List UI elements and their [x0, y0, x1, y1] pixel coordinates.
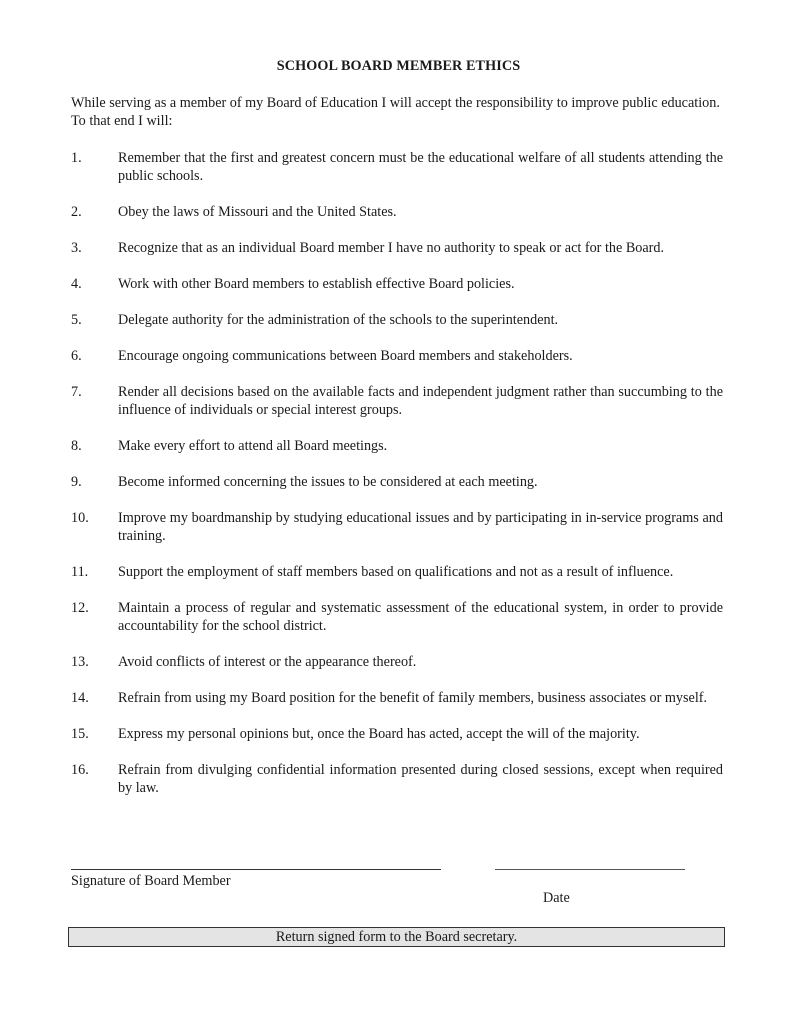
item-text: Delegate authority for the administration of the schools to the superintendent. [118, 312, 559, 328]
item-number: 11. [71, 564, 89, 580]
list-item [71, 239, 723, 257]
item-number: 6. [71, 348, 82, 364]
list-item [71, 149, 723, 185]
item-text: Encourage ongoing communications between Board members and stakeholders. [118, 348, 573, 364]
date-line[interactable] [495, 869, 685, 870]
signature-label: Signature of Board Member [71, 873, 231, 889]
item-number: 13. [71, 654, 89, 670]
list-item [71, 311, 723, 329]
list-item [71, 203, 723, 221]
item-text: Avoid conflicts of interest or the appearance thereof. [118, 654, 417, 670]
item-number: 3. [71, 240, 82, 256]
item-number: 12. [71, 600, 89, 616]
list-item [71, 347, 723, 365]
ethics-list [71, 149, 723, 815]
item-number: 1. [71, 150, 82, 166]
item-text: Refrain from divulging confidential information presented during closed sessions, except when required by law. [118, 762, 723, 796]
signature-line[interactable] [71, 869, 441, 870]
list-item [71, 383, 723, 419]
item-number: 10. [71, 510, 89, 526]
list-item [71, 599, 723, 635]
item-text: Improve my boardmanship by studying educational issues and by participating in in-service programs and training. [118, 510, 723, 544]
intro-paragraph: While serving as a member of my Board of Education I will accept the responsibility to improve public education. To that end I will: [71, 95, 720, 129]
list-item [71, 653, 723, 671]
item-number: 4. [71, 276, 82, 292]
list-item [71, 689, 723, 707]
item-text: Remember that the first and greatest concern must be the educational welfare of all students attending the public schools. [118, 150, 723, 184]
item-text: Become informed concerning the issues to be considered at each meeting. [118, 474, 538, 490]
list-item [71, 509, 723, 545]
list-item [71, 725, 723, 743]
return-note-box: Return signed form to the Board secretary. [68, 927, 725, 947]
document-title: SCHOOL BOARD MEMBER ETHICS [276, 58, 521, 74]
item-text: Support the employment of staff members based on qualifications and not as a result of influence. [118, 564, 674, 580]
item-number: 16. [71, 762, 89, 778]
item-number: 15. [71, 726, 89, 742]
item-number: 9. [71, 474, 82, 490]
list-item [71, 761, 723, 797]
item-text: Work with other Board members to establish effective Board policies. [118, 276, 515, 292]
item-number: 2. [71, 204, 82, 220]
list-item [71, 275, 723, 293]
item-number: 14. [71, 690, 89, 706]
list-item [71, 473, 723, 491]
date-label: Date [543, 890, 570, 906]
item-text: Refrain from using my Board position for the benefit of family members, business associates or myself. [118, 690, 708, 706]
item-number: 7. [71, 384, 82, 400]
item-text: Express my personal opinions but, once the Board has acted, accept the will of the majority. [118, 726, 640, 742]
item-text: Render all decisions based on the available facts and independent judgment rather than succumbing to the influence of individuals or special interest groups. [118, 384, 723, 418]
list-item [71, 437, 723, 455]
item-text: Maintain a process of regular and systematic assessment of the educational system, in order to provide accountability for the school district. [118, 600, 723, 634]
item-text: Make every effort to attend all Board meetings. [118, 438, 388, 454]
item-text: Obey the laws of Missouri and the United States. [118, 204, 397, 220]
item-number: 8. [71, 438, 82, 454]
item-number: 5. [71, 312, 82, 328]
item-text: Recognize that as an individual Board member I have no authority to speak or act for the Board. [118, 240, 665, 256]
list-item [71, 563, 723, 581]
